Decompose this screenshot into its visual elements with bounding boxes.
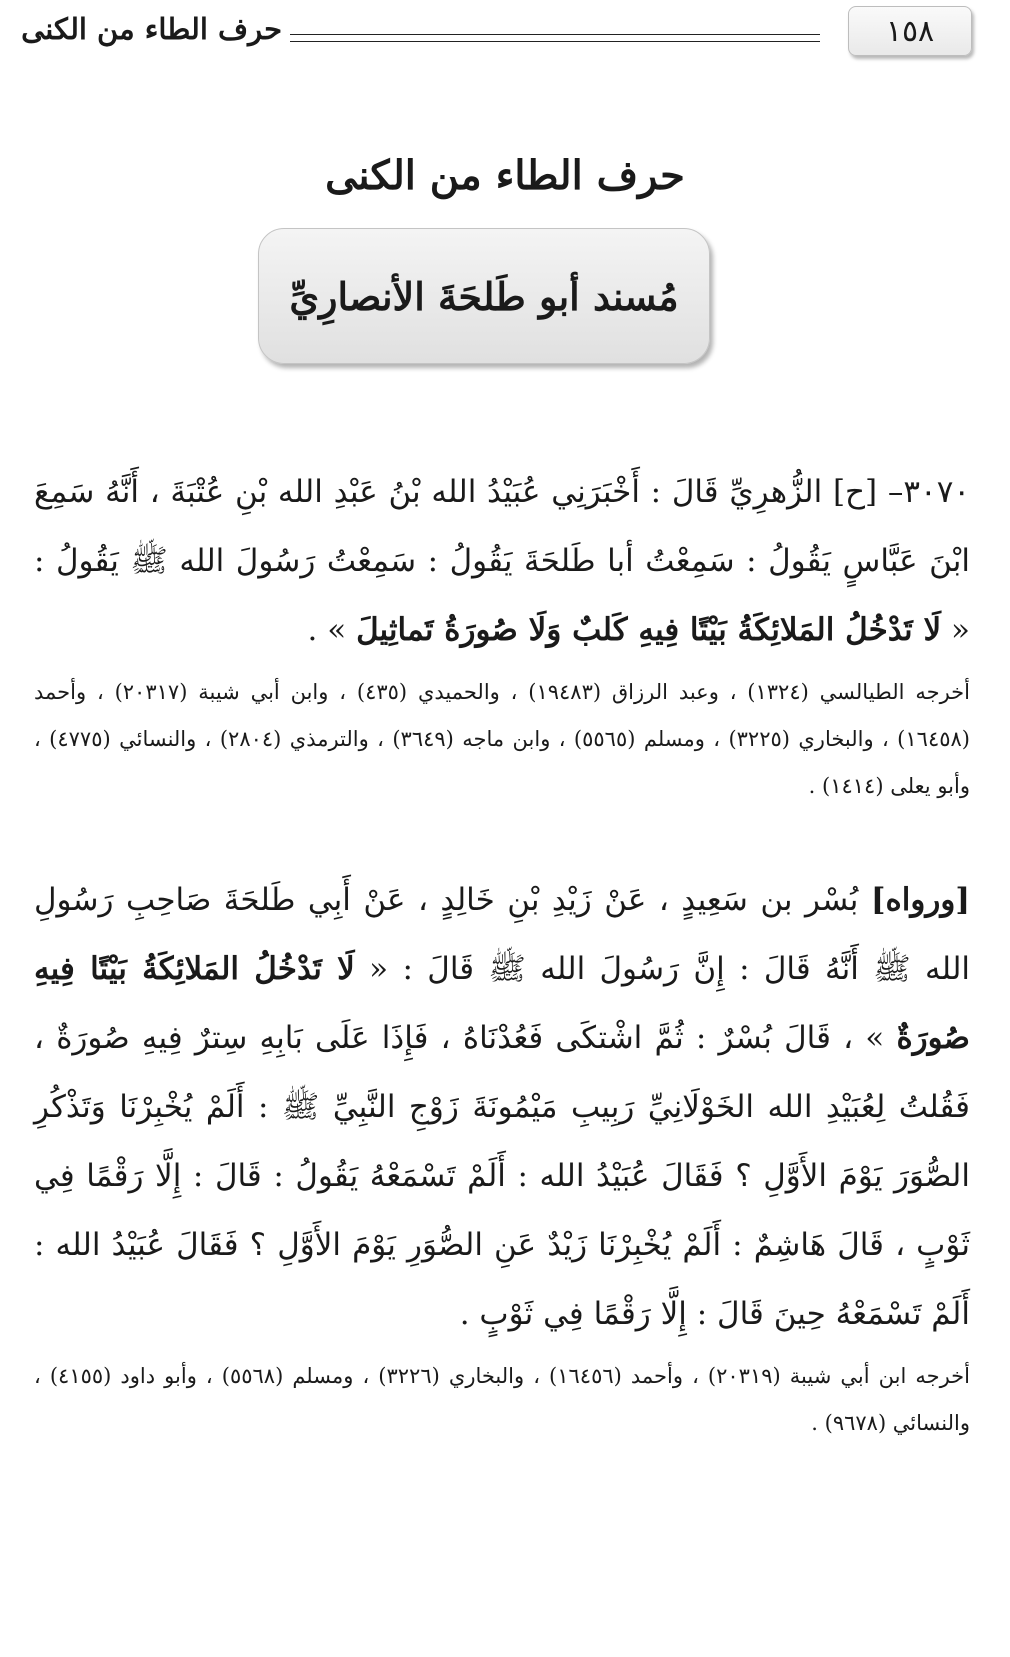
chapter-title: حرف الطاء من الكنى (325, 152, 685, 199)
hadith-section-3070 (34, 458, 970, 810)
hadith-isnad: بُسْر بن سَعِيدٍ ، عَنْ زَيْدِ بْنِ خَالِدٍ ، عَنْ أَبِي طَلحَةَ صَاحِبِ رَسُولِ الله ﷺ أَنَّهُ قَالَ : إِنَّ رَسُولَ الله ﷺ قَالَ : « (34, 882, 970, 987)
page-number-tab (848, 6, 972, 56)
hadith-matn: لَا تَدْخُلُ المَلائِكَةُ بَيْتًا فِيهِ صُورَةٌ (34, 951, 970, 1056)
takhrij-note: أخرجه ابن أبي شيبة (٢٠٣١٩) ، وأحمد (١٦٤٥٦) ، والبخاري (٣٢٢٦) ، ومسلم (٥٥٦٨) ، وأبو داود (٤١٥٥) ، والنسائي (٩٦٧٨) . (34, 1364, 971, 1435)
hadith-isnad: [ح] الزُّهرِيِّ قَالَ : أَخْبَرَنِي عُبَيْدُ الله بْنُ عَبْدِ الله بْنِ عُتْبَةَ ، أَنَّهُ سَمِعَ ابْنَ عَبَّاسٍ يَقُولُ : سَمِعْتُ أبا طَلحَةَ يَقُولُ : سَمِعْتُ رَسُولَ الله ﷺ يَقُولُ : « (34, 474, 970, 648)
header-rule (290, 34, 820, 42)
hadith-matn: لَا تَدْخُلُ المَلائِكَةُ بَيْتًا فِيهِ كَلبٌ وَلَا صُورَةُ تَماثِيلَ (356, 612, 942, 648)
musnad-heading-box (258, 228, 710, 364)
running-title: حرف الطاء من الكنى (21, 12, 282, 46)
hadith-body (34, 458, 970, 665)
hadith-section-riwayah (34, 866, 970, 1447)
hadith-continuation: » ، قَالَ بُسْرٌ : ثُمَّ اشْتكَى فَعُدْنَاهُ ، فَإِذَا عَلَى بَابِهِ سِترٌ فِيهِ صُورَةٌ ، فَقُلتُ لِعُبَيْدِ الله الخَوْلَانِيِّ رَبِيبِ مَيْمُونَةَ زَوْجِ النَّبِيِّ ﷺ : أَلَمْ يُخْبِرْنَا وَتَذْكُرِ الصُّوَرَ يَوْمَ الأَوَّلِ ؟ فَقَالَ عُبَيْدُ الله : أَلَمْ تَسْمَعْهُ يَقُولُ : قَالَ : إِلَّا رَقْمًا فِي ثَوْبٍ ، قَالَ هَاشِمٌ : أَلَمْ يُخْبِرْنَا زَيْدٌ عَنِ الصُّوَرِ يَوْمَ الأَوَّلِ ؟ فَقَالَ عُبَيْدُ الله : أَلَمْ تَسْمَعْهُ حِينَ قَالَ : إِلَّا رَقْمًا فِي ثَوْبٍ . (34, 1020, 970, 1332)
hadith-end: » . (307, 612, 347, 648)
hadith-number: ٣٠٧٠– (887, 474, 970, 510)
page-number: ١٥٨ (885, 13, 935, 49)
musnad-heading: مُسند أبو طَلحَةَ الأنصارِيِّ (289, 273, 679, 319)
hadith-body (34, 866, 970, 1349)
running-header (0, 0, 1010, 70)
riwayah-label: [ورواه] (870, 882, 970, 918)
takhrij-note: أخرجه الطيالسي (١٣٢٤) ، وعبد الرزاق (١٩٤٨٣) ، والحميدي (٤٣٥) ، وابن أبي شيبة (٢٠٣١٧) ، وأحمد (١٦٤٥٨) ، والبخاري (٣٢٢٥) ، ومسلم (٥٥٦٥) ، وابن ماجه (٣٦٤٩) ، والترمذي (٢٨٠٤) ، والنسائي (٤٧٧٥) ، وأبو يعلى (١٤١٤) . (34, 680, 970, 798)
